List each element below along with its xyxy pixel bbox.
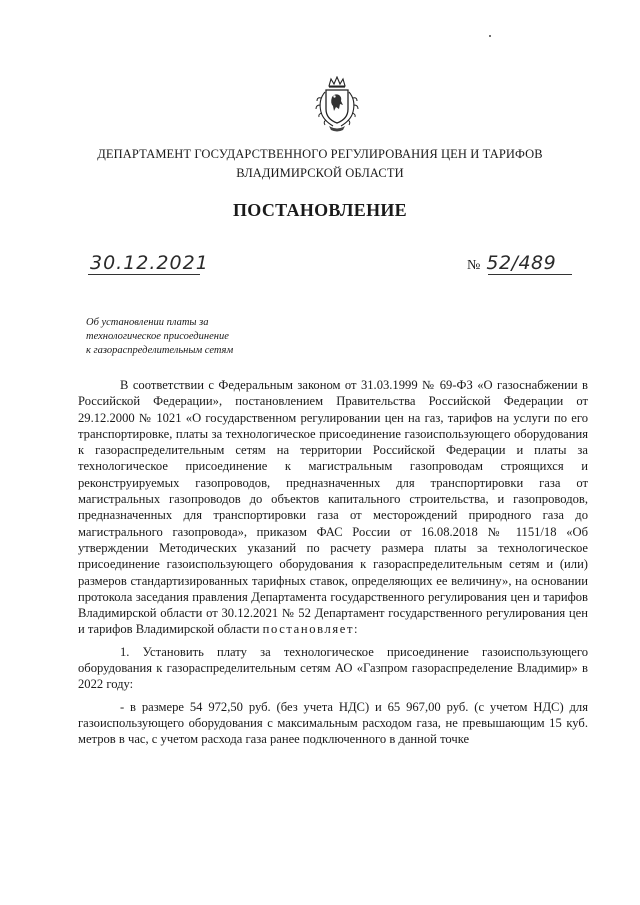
document-body: [78, 377, 588, 748]
department-name-line1: ДЕПАРТАМЕНТ ГОСУДАРСТВЕННОГО РЕГУЛИРОВАНИЯ ЦЕН И ТАРИФОВ: [97, 147, 543, 161]
number-sign: №: [467, 258, 481, 273]
scan-speck: [489, 35, 491, 37]
document-type-heading: ПОСТАНОВЛЕНИЕ: [233, 200, 407, 220]
document-number-block: [467, 252, 556, 274]
subject-line: к газораспределительным сетям: [86, 345, 234, 356]
decree-word: постановляет:: [262, 622, 360, 637]
item-1-dash-paragraph: - в размере 54 972,50 руб. (без учета НДС) и 65 967,00 руб. (с учетом НДС) для газоиспользующего оборудования с максимальным расходом газа, не превышающим 15 куб. метров в час, с учетом расхода газа ранее подключенного в данной точке: [78, 699, 588, 747]
number-underline: [488, 274, 572, 275]
coat-of-arms-emblem: [313, 76, 361, 132]
preamble-paragraph: [78, 377, 588, 638]
document-date: 30.12.2021: [90, 252, 209, 274]
department-name-line2: ВЛАДИМИРСКОЙ ОБЛАСТИ: [236, 166, 404, 180]
date-underline: [88, 274, 200, 275]
document-subject: [86, 316, 233, 358]
preamble-text: В соответствии с Федеральным законом от 31.03.1999 № 69-ФЗ «О газоснабжении в Российской Федерации», постановлением Правительства Российской Федерации от 29.12.2000 № 1021 «О государственном регулировании цен на газ, тарифов на услуги по его транспортировке, платы за технологическое присоединение газоиспользующего оборудования к газораспределительным сетям на территории Российской Федерации и платы за технологическое присоединение к магистральным газопроводам строящихся и реконструируемых газопроводов, предназначенных для транспортировки газа от магистральных газопроводов до объектов капитального строительства, и газопроводов, предназначенных для транспортировки газа от месторождений природного газа до магистрального газопровода», приказом ФАС России от 16.08.2018 № 1151/18 «Об утверждении Методических указаний по расчету размера платы за технологическое присоединение газоиспользующего оборудования к газораспределительным сетям и (или) размеров стандартизированных тарифных ставок, определяющих ее величину», на основании протокола заседания правления Департамента государственного регулирования цен и тарифов Владимирской области от 30.12.2021 № 52 Департамент государственного регулирования цен и тарифов Владимирской области: [78, 378, 588, 637]
subject-line: Об установлении платы за: [86, 317, 209, 328]
document-number: 52/489: [486, 252, 557, 274]
item-1-paragraph: 1. Установить плату за технологическое присоединение газоиспользующего оборудования к газораспределительным сетям АО «Газпром газораспределение Владимир» в 2022 году:: [78, 644, 588, 692]
subject-line: технологическое присоединение: [86, 331, 229, 342]
